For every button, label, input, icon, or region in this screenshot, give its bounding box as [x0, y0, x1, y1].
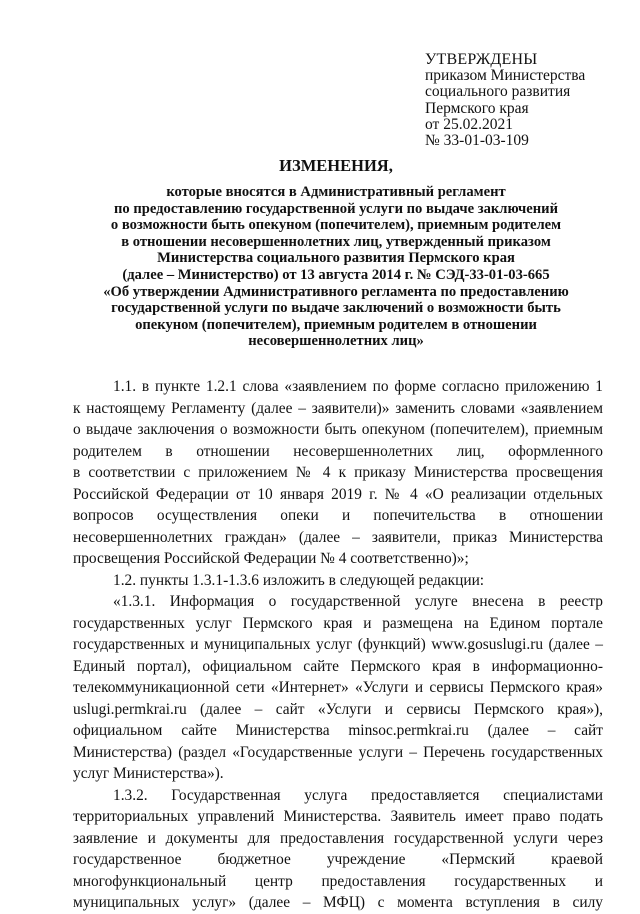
paragraph-1-1-line: просвещения Российской Федерации № 4 соответственно)»; — [73, 550, 469, 567]
paragraph-1-1-line: Российской Федерации от 10 января 2019 г. № 4 «О реализации отдельных — [73, 485, 603, 503]
subtitle-line: о возможности быть опекуном (попечителем), приемным родителем — [110, 217, 562, 234]
paragraph-1-3-2-line: государственное бюджетное учреждение «Пермский краевой — [73, 851, 603, 868]
paragraph-1-3-1-line: Министерства) (раздел «Государственные услуги – Перечень государственных — [73, 743, 603, 761]
approval-stamp — [425, 52, 625, 149]
paragraph-1-1-line: родителем в отношении несовершеннолетних лиц, оформленного — [73, 442, 603, 460]
paragraph-1-3-1-line: услуг Министерства»). — [73, 765, 224, 782]
paragraph-1-1-line: о выдаче заключения о возможности быть опекуном (попечителем), приемным — [73, 421, 603, 438]
subtitle-line: в отношении несовершеннолетних лиц, утвержденный приказом — [121, 233, 551, 250]
paragraph-1-3-1-line: государственных услуг Пермского края и размещена на Едином портале — [73, 614, 603, 632]
approval-line: Пермского края — [425, 99, 529, 117]
paragraph-1-3-1-line: Единый портал), официальном сайте Пермского края в информационно- — [73, 657, 603, 675]
approval-heading: УТВЕРЖДЕНЫ — [425, 51, 538, 68]
paragraph-1-3-2-line: муниципальных услуг» (далее – МФЦ) с момента вступления в силу — [73, 894, 603, 911]
document-body — [73, 376, 603, 914]
approval-line: социального развития — [425, 83, 571, 101]
paragraph-1-3-1-line: государственных и муниципальных услуг (функций) www.gosuslugi.ru (далее – — [73, 636, 603, 653]
paragraph-1-3-2-line: 1.3.2. Государственная услуга предоставляется специалистами — [113, 786, 603, 804]
paragraph-1-3-1-line: официальном сайте Министерства minsoc.permkrai.ru (далее – сайт — [73, 722, 603, 739]
subtitle-line: «Об утверждении Административного регламента по предоставлению — [103, 283, 569, 300]
paragraph-1-1-line: в соответствии с приложением № 4 к приказу Министерства просвещения — [73, 464, 603, 481]
subtitle-line: которые вносятся в Административный регламент — [166, 184, 506, 200]
paragraph-1-3-2-line: территориальных управлений Министерства. Заявитель имеет право подать — [73, 808, 603, 825]
paragraph-1-1-line: вопросов осуществления опеки и попечительства в отношении — [73, 507, 603, 524]
subtitle-line: несовершеннолетних лиц» — [248, 333, 424, 350]
subtitle-line: (далее – Министерство) от 13 августа 2014 г. № СЭД-33-01-03-665 — [122, 266, 550, 283]
paragraph-1-2-line: 1.2. пункты 1.3.1-1.3.6 изложить в следующей редакции: — [113, 571, 485, 589]
subtitle-line: Министерства социального развития Пермского края — [157, 250, 515, 267]
document-subtitle — [60, 184, 612, 350]
document-title: ИЗМЕНЕНИЯ, — [279, 156, 393, 175]
paragraph-1-3-1-line: «1.3.1. Информация о государственной услуге внесена в реестр — [113, 593, 603, 610]
approval-date: от 25.02.2021 — [425, 115, 513, 133]
paragraph-1-1-line: 1.1. в пункте 1.2.1 слова «заявлением по форме согласно приложению 1 — [113, 378, 603, 395]
paragraph-1-3-1-line: телекоммуникационной сети «Интернет» «Услуги и сервисы Пермского края» — [73, 679, 603, 696]
paragraph-1-1-line: несовершеннолетних граждан» (далее – заявители, приказ Министерства — [73, 528, 603, 546]
paragraph-1-3-1-line: uslugi.permkrai.ru (далее – сайт «Услуги и сервисы Пермского края»), — [73, 700, 603, 718]
document-title-block — [60, 156, 612, 350]
subtitle-line: опекуном (попечителем), приемным родителем в отношении — [135, 316, 537, 333]
paragraph-1-1-line: к настоящему Регламенту (далее – заявители)» заменить словами «заявлением — [73, 399, 603, 417]
approval-line: приказом Министерства — [425, 67, 586, 85]
paragraph-1-3-2-line: заявление и документы для предоставления государственной услуги через — [73, 829, 603, 847]
paragraph-1-3-2-line: многофункциональный центр предоставления государственных и — [73, 872, 603, 890]
approval-number: № 33-01-03-109 — [425, 132, 529, 150]
subtitle-line: по предоставлению государственной услуги по выдаче заключений — [114, 200, 558, 217]
subtitle-line: государственной услуги по выдаче заключений о возможности быть — [111, 300, 561, 317]
